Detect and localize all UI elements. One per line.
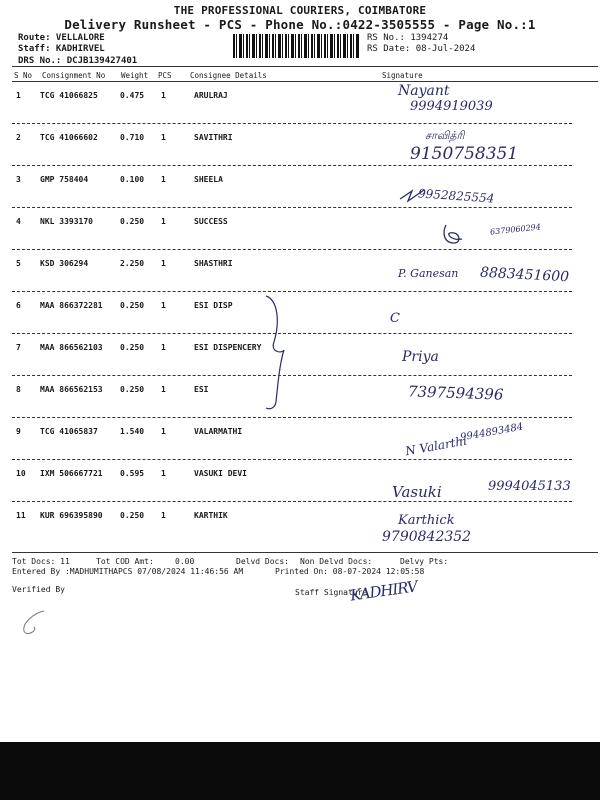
row-pcs: 1 [161,427,166,436]
row-divider [12,459,572,460]
row-pcs: 1 [161,301,166,310]
barcode [233,34,359,58]
drs-number: DRS No.: DCJB139427401 [18,56,138,66]
row-consignee: ESI DISPENCERY [194,343,262,352]
table-row [0,379,600,421]
row-weight: 0.250 [120,385,145,394]
row-sno: 10 [16,469,26,478]
runsheet-subtitle: Delivery Runsheet - PCS - Phone No.:0422-3505555 - Page No.:1 [64,17,536,32]
row-consignee: VASUKI DEVI [194,469,247,478]
row-consignee: KARTHIK [194,511,228,520]
col-weight: Weight [121,71,149,80]
row-weight: 1.540 [120,427,145,436]
delivery-points: Delvy Pts: [400,557,449,566]
row-consignment: GMP 758404 [40,175,89,184]
table-row [0,127,600,169]
row-sno: 6 [16,301,21,310]
table-row [0,505,600,547]
entered-by: Entered By :MADHUMITHAPCS 07/08/2024 11:46:56 AM [12,567,244,576]
footer-rule [12,552,598,553]
row-sno: 8 [16,385,21,394]
table-row [0,211,600,253]
row-consignee: SUCCESS [194,217,228,226]
total-docs: Tot Docs: 11 [12,557,70,566]
row-signature: சாவித்ரி [425,129,465,142]
signature-mark-icon [440,221,466,247]
non-delivered-docs: Non Delvd Docs: [300,557,373,566]
row-weight: 0.710 [120,133,145,142]
row-pcs: 1 [161,91,166,100]
row-pcs: 1 [161,259,166,268]
row-signature: Nayant [398,83,450,99]
route-label: Route: VELLALORE [18,33,105,43]
row-pcs: 1 [161,385,166,394]
printed-on: Printed On: 08-07-2024 12:05:58 [275,567,425,576]
row-sno: 7 [16,343,21,352]
row-divider [12,375,572,376]
row-sno: 2 [16,133,21,142]
table-row [0,169,600,211]
row-pcs: 1 [161,217,166,226]
row-consignee: VALARMATHI [194,427,243,436]
row-signature-phone: 9994045133 [488,479,571,494]
row-signature-phone: 7397594396 [407,382,504,404]
row-sno: 1 [16,91,21,100]
row-weight: 0.250 [120,511,145,520]
row-signature: N Valarthi [404,433,468,459]
row-consignment: TCG 41065837 [40,427,98,436]
total-cod-value: 0.00 [175,557,195,566]
header-rule-bottom [12,81,598,82]
row-signature: P. Ganesan [398,267,459,280]
signature-mark-icon [398,187,428,203]
row-pcs: 1 [161,343,166,352]
row-sno: 9 [16,427,21,436]
row-weight: 0.250 [120,301,145,310]
col-sno: S No [14,71,33,80]
company-title: THE PROFESSIONAL COURIERS, COIMBATORE [173,4,427,17]
row-sno: 11 [16,511,26,520]
row-weight: 0.250 [120,343,145,352]
row-weight: 0.100 [120,175,145,184]
row-signature: C [390,311,400,326]
row-signature: Karthick [398,513,455,528]
row-sno: 4 [16,217,21,226]
row-weight: 2.250 [120,259,145,268]
scan-border [0,742,600,800]
row-divider [12,165,572,166]
row-signature-phone: 9150758351 [410,144,519,164]
row-divider [12,249,572,250]
row-signature-phone: 9994919039 [410,99,493,114]
row-signature-phone: 8883451600 [479,264,570,286]
row-consignee: ESI DISP [194,301,233,310]
table-row [0,421,600,463]
row-consignee: SHEELA [194,175,223,184]
row-consignment: TCG 41066602 [40,133,98,142]
staff-signature-label: Staff Signature [295,588,368,597]
row-divider [12,123,572,124]
row-pcs: 1 [161,133,166,142]
row-pcs: 1 [161,511,166,520]
row-divider [12,207,572,208]
row-consignment: KSD 306294 [40,259,89,268]
delivered-docs: Delvd Docs: [236,557,289,566]
table-row [0,295,600,337]
col-pcs: PCS [158,71,172,80]
staff-label: Staff: KADHIRVEL [18,44,105,54]
row-signature-phone: 9944893484 [459,421,525,444]
row-consignment: KUR 696395890 [40,511,103,520]
row-consignment: MAA 866372281 [40,301,103,310]
row-signature-phone: 6379060294 [489,222,542,237]
row-signature: Vasuki [392,483,442,501]
row-divider [12,501,572,502]
row-sno: 5 [16,259,21,268]
row-signature-phone: 9952825554 [417,186,495,206]
brace-mark-icon [262,292,290,412]
row-weight: 0.595 [120,469,145,478]
col-consignment: Consignment No [42,71,106,80]
row-consignee: SHASTHRI [194,259,233,268]
row-weight: 0.250 [120,217,145,226]
rs-date: RS Date: 08-Jul-2024 [367,44,476,54]
table-row [0,337,600,379]
row-consignee: ESI [194,385,209,394]
row-signature: Priya [402,349,439,365]
row-signature-phone: 9790842352 [382,529,472,545]
row-consignment: NKL 3393170 [40,217,93,226]
row-weight: 0.475 [120,91,145,100]
verified-by-label: Verified By [12,585,65,594]
verified-signature-icon [14,605,54,639]
col-signature: Signature [382,71,423,80]
row-consignment: TCG 41066825 [40,91,98,100]
table-row [0,85,600,127]
rs-number: RS No.: 1394274 [367,33,449,43]
row-consignment: IXM 506667721 [40,469,103,478]
row-consignment: MAA 866562103 [40,343,103,352]
table-row [0,253,600,295]
row-pcs: 1 [161,175,166,184]
col-consignee: Consignee Details [190,71,267,80]
row-consignee: SAVITHRI [194,133,233,142]
total-cod-label: Tot COD Amt: [96,557,154,566]
row-divider [12,333,572,334]
row-pcs: 1 [161,469,166,478]
header-rule [12,66,598,67]
row-divider [12,417,572,418]
row-sno: 3 [16,175,21,184]
staff-signature-mark: KADHIRV [349,577,418,605]
row-consignment: MAA 866562153 [40,385,103,394]
row-consignee: ARULRAJ [194,91,228,100]
row-divider [12,291,572,292]
table-row [0,463,600,505]
